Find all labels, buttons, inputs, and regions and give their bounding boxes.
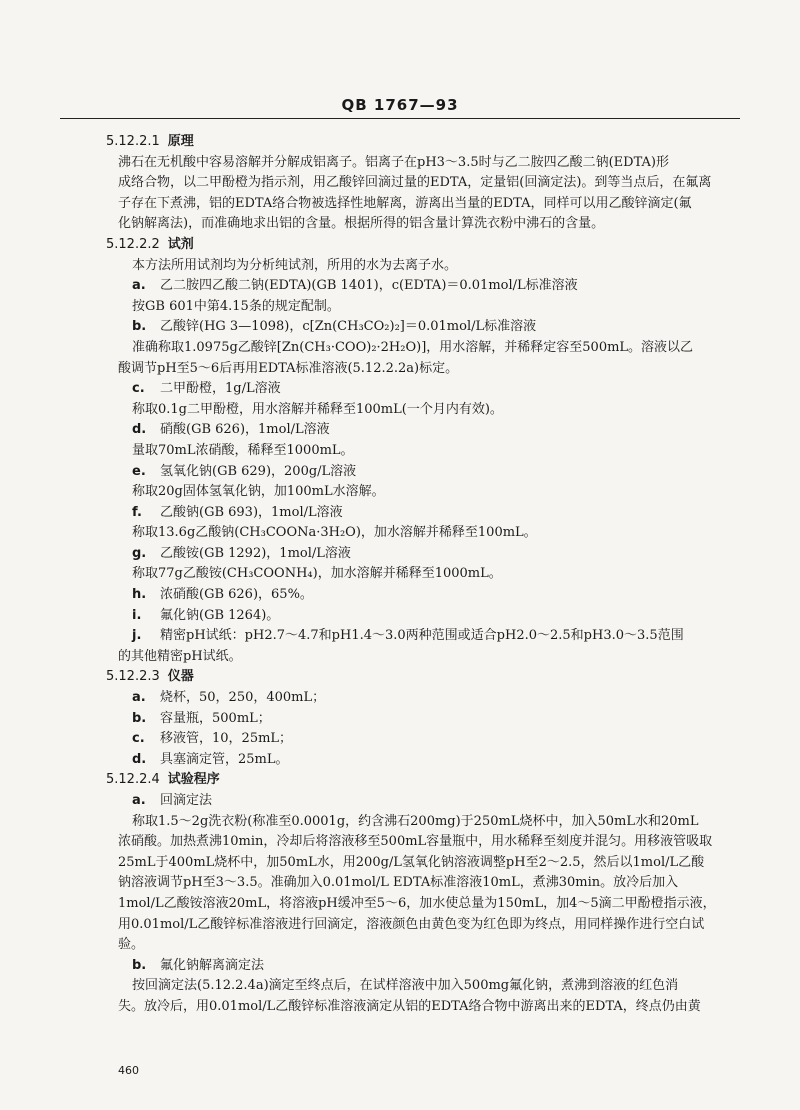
item-label: b. bbox=[132, 319, 147, 335]
reagent-desc: 称取20g固体氢氧化钠，加100mL水溶解。 bbox=[132, 484, 385, 500]
reagent-item-c bbox=[118, 379, 728, 400]
section-number: 5.12.2.3 bbox=[106, 669, 160, 685]
item-label: d. bbox=[132, 751, 147, 767]
reagent-desc: 量取70mL浓硝酸，稀释至1000mL。 bbox=[132, 442, 354, 458]
section-heading-apparatus bbox=[106, 667, 728, 688]
item-text: 烧杯，50，250，400mL； bbox=[160, 690, 326, 706]
document-body bbox=[106, 132, 728, 1018]
reagent-item-f bbox=[118, 503, 728, 524]
item-label: c. bbox=[132, 381, 145, 397]
item-label: b. bbox=[132, 957, 147, 973]
item-label: g. bbox=[132, 545, 147, 561]
procedure-line: 25mL于400mL烧杯中，加50mL水，用200g/L氢氧化钠溶液调整pH至2～2.5，然后以1mol/L乙酸 bbox=[118, 854, 705, 870]
section-number: 5.12.2.4 bbox=[106, 772, 160, 788]
item-text: 容量瓶，500mL； bbox=[160, 710, 271, 726]
item-label: c. bbox=[132, 731, 145, 747]
apparatus-item bbox=[118, 750, 728, 771]
item-text: 乙二胺四乙酸二钠(EDTA)(GB 1401)，c(EDTA)＝0.01mol/L标准溶液 bbox=[160, 278, 578, 294]
item-label: f. bbox=[132, 504, 142, 520]
apparatus-item bbox=[118, 688, 728, 709]
item-label: a. bbox=[132, 690, 146, 706]
item-text: 移液管，10，25mL； bbox=[160, 731, 293, 747]
section-heading-reagents bbox=[106, 235, 728, 256]
procedure-line: 钠溶液调节pH至3～3.5。准确加入0.01mol/L EDTA标准溶液10mL，煮沸30min。放冷后加入 bbox=[118, 875, 679, 891]
principle-line: 子存在下煮沸，铝的EDTA络合物被选择性地解离，游离出当量的EDTA，同样可以用乙酸锌滴定(氟 bbox=[118, 195, 692, 211]
item-text: 乙酸铵(GB 1292)，1mol/L溶液 bbox=[160, 545, 351, 561]
procedure-line: 称取1.5～2g洗衣粉(称准至0.0001g，约含沸石200mg)于250mL烧杯中，加入50mL水和20mL bbox=[132, 813, 699, 829]
section-title: 原理 bbox=[167, 134, 194, 149]
reagent-item-a bbox=[118, 276, 728, 297]
item-label: i. bbox=[132, 607, 142, 623]
reagent-desc: 称取0.1g二甲酚橙，用水溶解并稀释至100mL(一个月内有效)。 bbox=[132, 401, 503, 417]
section-number: 5.12.2.1 bbox=[106, 134, 160, 149]
reagents-intro: 本方法所用试剂均为分析纯试剂，所用的水为去离子水。 bbox=[132, 257, 458, 273]
procedure-line: 1mol/L乙酸铵溶液20mL，将溶液pH缓冲至5～6，加水使总量为150mL，加4～5滴二甲酚橙指示液， bbox=[118, 895, 716, 911]
item-label: h. bbox=[132, 587, 147, 603]
reagent-item-d bbox=[118, 420, 728, 441]
principle-line: 化钠解离法)，而准确地求出铝的含量。根据所得的铝含量计算洗衣粉中沸石的含量。 bbox=[118, 216, 605, 232]
item-text: 硝酸(GB 626)，1mol/L溶液 bbox=[160, 422, 330, 438]
item-label: e. bbox=[132, 463, 146, 479]
procedure-item-b bbox=[118, 956, 728, 977]
section-title: 试剂 bbox=[167, 236, 194, 252]
item-text: 回滴定法 bbox=[160, 793, 213, 808]
procedure-line: 浓硝酸。加热煮沸10min，冷却后将溶液移至500mL容量瓶中，用水稀释至刻度并混匀。用移液管吸取 bbox=[118, 834, 713, 850]
reagent-item-e bbox=[118, 462, 728, 483]
item-text: 浓硝酸(GB 626)，65%。 bbox=[160, 587, 313, 603]
reagent-desc: 准确称取1.0975g乙酸锌[Zn(CH₃·COO)₂·2H₂O)]，用水溶解，并稀释定容至500mL。溶液以乙 bbox=[132, 339, 694, 355]
reagent-desc: 称取13.6g乙酸钠(CH₃COONa·3H₂O)，加水溶解并稀释至100mL。 bbox=[132, 525, 537, 541]
section-number: 5.12.2.2 bbox=[106, 236, 160, 252]
section-title: 试验程序 bbox=[167, 772, 220, 788]
reagent-item-j bbox=[118, 626, 728, 647]
item-label: b. bbox=[132, 710, 147, 726]
procedure-line: 失。放冷后，用0.01mol/L乙酸锌标准溶液滴定从铝的EDTA络合物中游离出来的EDTA，终点仍由黄 bbox=[118, 998, 701, 1014]
reagent-desc: 称取77g乙酸铵(CH₃COONH₄)，加水溶解并稀释至1000mL。 bbox=[132, 566, 502, 582]
item-text: 氢氧化钠(GB 629)，200g/L溶液 bbox=[160, 463, 357, 479]
page-number: 460 bbox=[118, 1064, 139, 1077]
item-label: j. bbox=[132, 628, 142, 644]
item-text: 氟化钠(GB 1264)。 bbox=[160, 607, 280, 623]
item-text: 具塞滴定管，25mL。 bbox=[160, 751, 289, 767]
reagent-item-b bbox=[118, 317, 728, 338]
item-label: d. bbox=[132, 422, 147, 438]
item-label: a. bbox=[132, 793, 146, 808]
procedure-line: 按回滴定法(5.12.2.4a)滴定至终点后，在试样溶液中加入500mg氟化钠，煮沸到溶液的红色消 bbox=[132, 978, 679, 994]
apparatus-item bbox=[118, 709, 728, 730]
reagent-desc: 的其他精密pH试纸。 bbox=[118, 648, 242, 664]
item-text: 乙酸钠(GB 693)，1mol/L溶液 bbox=[160, 504, 343, 520]
reagent-item-i bbox=[118, 606, 728, 627]
reagent-desc: 按GB 601中第4.15条的规定配制。 bbox=[132, 298, 340, 314]
apparatus-item bbox=[118, 729, 728, 750]
item-text: 二甲酚橙，1g/L溶液 bbox=[160, 381, 281, 397]
procedure-line: 验。 bbox=[118, 937, 145, 953]
principle-line: 成络合物，以二甲酚橙为指示剂，用乙酸锌回滴过量的EDTA，定量铝(回滴定法)。到等当点后，在氟离 bbox=[118, 175, 712, 191]
reagent-item-g bbox=[118, 544, 728, 565]
procedure-line: 用0.01mol/L乙酸锌标准溶液进行回滴定，溶液颜色由黄色变为红色即为终点，用同样操作进行空白试 bbox=[118, 916, 705, 932]
standard-header: QB 1767—93 bbox=[60, 96, 740, 119]
item-text: 乙酸锌(HG 3—1098)，c[Zn(CH₃CO₂)₂]＝0.01mol/L标准溶液 bbox=[160, 319, 537, 335]
section-heading-procedure bbox=[106, 770, 728, 791]
section-heading-principle bbox=[106, 132, 728, 153]
reagent-desc: 酸调节pH至5～6后再用EDTA标准溶液(5.12.2.2a)标定。 bbox=[118, 360, 459, 376]
item-text: 精密pH试纸：pH2.7～4.7和pH1.4～3.0两种范围或适合pH2.0～2.5和pH3.0～3.5范围 bbox=[160, 628, 684, 644]
procedure-item-a bbox=[118, 791, 728, 812]
principle-line: 沸石在无机酸中容易溶解并分解成铝离子。铝离子在pH3～3.5时与乙二胺四乙酸二钠(EDTA)形 bbox=[118, 154, 670, 170]
item-text: 氟化钠解离滴定法 bbox=[160, 957, 265, 973]
reagent-item-h bbox=[118, 585, 728, 606]
section-title: 仪器 bbox=[167, 669, 194, 685]
item-label: a. bbox=[132, 278, 146, 294]
